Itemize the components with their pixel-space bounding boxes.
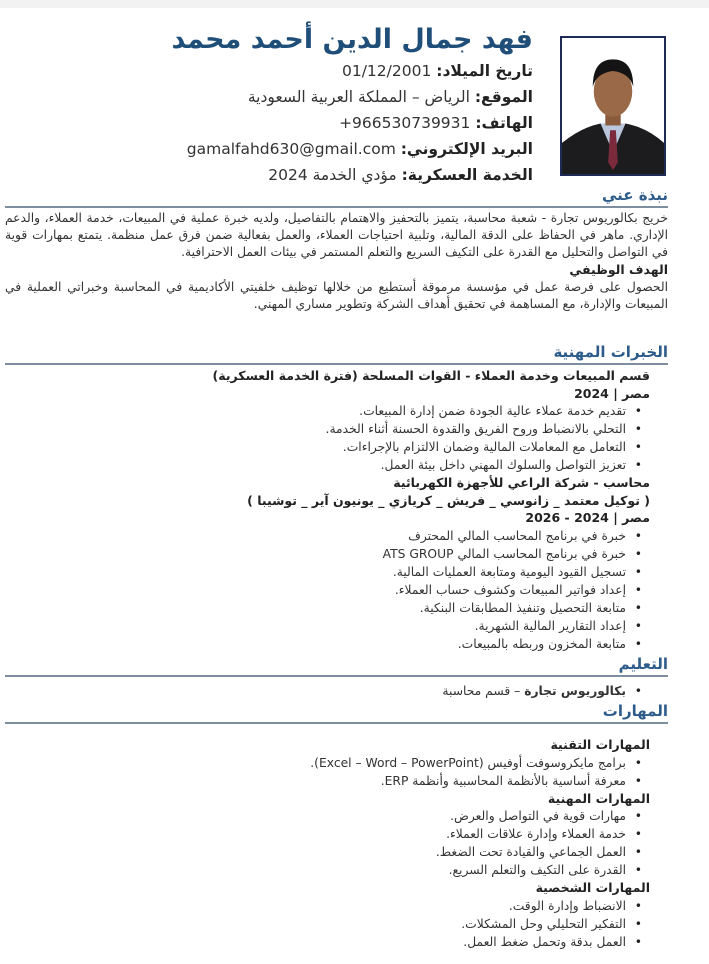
list-item: • متابعة المخزون وربطه بالمبيعات. <box>5 635 626 653</box>
job-period: مصر | 2024 <box>574 385 650 401</box>
list-item: • بكالوريوس تجارة – قسم محاسبة <box>5 682 626 700</box>
job-bullets <box>5 527 650 653</box>
candidate-name: فهد جمال الدين أحمد محمد <box>171 24 533 55</box>
job-title: قسم المبيعات وخدمة العملاء - القوات المسلحة (فترة الخدمة العسكرية) <box>212 368 650 383</box>
list-item: • تقديم خدمة عملاء عالية الجودة ضمن إدارة المبيعات. <box>5 402 626 420</box>
contact-info <box>187 58 533 188</box>
list-item: • تسجيل القيود اليومية ومتابعة العمليات المالية. <box>5 563 626 581</box>
list-item: • القدرة على التكيف والتعلم السريع. <box>5 861 626 879</box>
list-item: • برامج مايكروسوفت أوفيس (Excel – Word – PowerPoint). <box>5 754 626 772</box>
job-subtitle: ( توكيل معتمد _ زانوسي _ فريش _ كريازي _ يونيون آير _ توشيبا ) <box>247 492 650 508</box>
list-item: • التحلي بالانضباط وروح الفريق والقدوة الحسنة أثناء الخدمة. <box>5 420 626 438</box>
list-item: • خبرة في برنامج المحاسب المالي المحترف <box>5 527 626 545</box>
profile-photo <box>560 36 666 176</box>
info-email: البريد الإلكتروني: gamalfahd630@gmail.com <box>186 140 533 158</box>
skill-group-title: المهارات الشخصية <box>535 880 650 895</box>
list-item: • الانضباط وإدارة الوقت. <box>5 897 626 915</box>
divider <box>5 722 668 724</box>
list-item: • معرفة أساسية بالأنظمة المحاسبية وأنظمة ERP. <box>5 772 626 790</box>
job-period: مصر | 2024 - 2026 <box>525 510 650 525</box>
experience-section <box>5 342 668 365</box>
about-section <box>5 185 668 313</box>
info-phone: الهاتف: +966530739931 <box>339 114 533 132</box>
divider <box>5 363 668 365</box>
objective-text: الحصول على فرصة عمل في مؤسسة مرموقة أستطيع من خلالها توظيف خلفيتي الأكاديمية في المحاسبة وخبراتي العملية في المبيعات والإدارة، مع المساهمة في تحقيق أهداف الشركة وتطوير مساري المهني. <box>5 279 668 311</box>
list-item: • التعامل مع المعاملات المالية وضمان الالتزام بالإجراءات. <box>5 438 626 456</box>
skill-group-title: المهارات التقنية <box>550 737 650 752</box>
objective-heading: الهدف الوظيفي <box>569 262 668 277</box>
education-section <box>5 654 668 677</box>
job-title: محاسب - شركة الراعي للأجهزة الكهربائية <box>393 475 650 490</box>
section-heading-education: التعليم <box>618 655 668 673</box>
list-item: • تعزيز التواصل والسلوك المهني داخل بيئة العمل. <box>5 456 626 474</box>
list-item: • العمل بدقة وتحمل ضغط العمل. <box>5 933 626 951</box>
skill-group-title: المهارات المهنية <box>547 790 650 806</box>
job-bullets <box>5 402 650 474</box>
info-location: الموقع: الرياض – المملكة العربية السعودية <box>247 88 533 106</box>
list-item: • العمل الجماعي والقيادة تحت الضغط. <box>5 843 626 861</box>
divider <box>5 675 668 677</box>
list-item: • خدمة العملاء وإدارة علاقات العملاء. <box>5 825 626 843</box>
info-military: الخدمة العسكرية: مؤدي الخدمة 2024 <box>268 166 533 184</box>
section-heading-about: نبذة عني <box>601 186 668 204</box>
section-heading-experience: الخبرات المهنية <box>553 343 668 361</box>
job-1 <box>5 367 650 653</box>
list-item: • مهارات قوية في التواصل والعرض. <box>5 807 626 825</box>
skills-groups <box>5 736 650 951</box>
email-link[interactable]: gamalfahd630@gmail.com <box>186 140 396 158</box>
section-heading-skills: المهارات <box>602 702 668 720</box>
top-strip <box>0 0 709 8</box>
about-text: خريج بكالوريوس تجارة - شعبة محاسبة، يتميز بالتحفيز والاهتمام بالتفاصيل، ولديه خبرة عملية في المبيعات، خدمة العملاء، والدعم الإداري. ماهر في الحفاظ على الدقة المالية، وتلبية احتياجات العملاء، والعمل بفعالية ضمن فرق عمل منظمة. يتمتع بمهارات قوية في التواصل والتحليل مع القدرة على التكيف السريع والتعلم المستمر في بيئات العمل الاحترافية. <box>5 211 668 259</box>
education-list <box>5 682 650 700</box>
list-item: • إعداد التقارير المالية الشهرية. <box>5 617 626 635</box>
divider <box>5 206 668 208</box>
list-item: • إعداد فواتير المبيعات وكشوف حساب العملاء. <box>5 581 626 599</box>
info-birthdate: تاريخ الميلاد: 01/12/2001 <box>341 62 533 80</box>
list-item: • التفكير التحليلي وحل المشكلات. <box>5 915 626 933</box>
skills-section <box>5 701 668 724</box>
list-item: • خبرة في برنامج المحاسب المالي ATS GROUP <box>5 545 626 563</box>
list-item: • متابعة التحصيل وتنفيذ المطابقات البنكية. <box>5 599 626 617</box>
